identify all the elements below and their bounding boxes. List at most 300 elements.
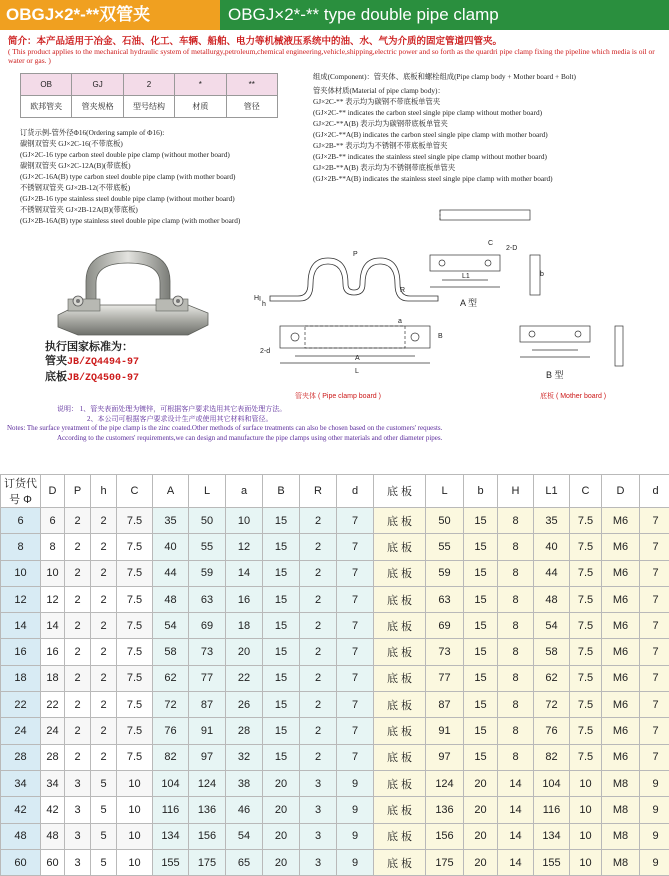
table-cell: 18 bbox=[1, 665, 41, 691]
table-cell: 2 bbox=[91, 534, 117, 560]
column-header: d bbox=[640, 475, 669, 508]
dim-C: C bbox=[488, 240, 493, 247]
table-cell: 2 bbox=[65, 613, 91, 639]
table-cell: 7 bbox=[640, 534, 669, 560]
table-cell: M6 bbox=[602, 718, 640, 744]
component-line: GJ×2B-** 表示均为不锈钢不带底板单管夹 bbox=[313, 141, 447, 152]
table-cell: 46 bbox=[226, 797, 263, 823]
table-cell: 104 bbox=[534, 770, 570, 796]
table-cell: 14 bbox=[41, 613, 65, 639]
table-cell: 8 bbox=[498, 534, 534, 560]
table-cell: 40 bbox=[153, 534, 189, 560]
column-header: D bbox=[41, 475, 65, 508]
table-cell: 10 bbox=[117, 823, 153, 849]
table-cell: 2 bbox=[65, 508, 91, 534]
title-cn: OBGJ×2*-**双管夹 bbox=[0, 0, 220, 30]
dim-A: A bbox=[355, 355, 360, 362]
table-cell: 15 bbox=[263, 613, 300, 639]
table-cell: 16 bbox=[1, 639, 41, 665]
table-row bbox=[1, 823, 669, 849]
table-cell: 20 bbox=[464, 770, 498, 796]
table-cell: 15 bbox=[263, 744, 300, 770]
table-row bbox=[1, 560, 669, 586]
table-cell: 2 bbox=[300, 560, 337, 586]
column-header: h bbox=[91, 475, 117, 508]
table-cell: 87 bbox=[426, 692, 464, 718]
dim-R: R bbox=[400, 287, 405, 294]
table-cell: 104 bbox=[153, 770, 189, 796]
table-cell: 3 bbox=[65, 849, 91, 875]
table-cell: 12 bbox=[1, 586, 41, 612]
table-cell: 62 bbox=[153, 665, 189, 691]
table-cell: 底 板 bbox=[374, 823, 426, 849]
column-header: P bbox=[65, 475, 91, 508]
component-line: (GJ×2B-**A(B) indicates the stainless steel single pipe clamp with mother board) bbox=[313, 174, 553, 185]
table-cell: 15 bbox=[263, 639, 300, 665]
note-en-2: According to the customers' requirements,we can design and manufacture the pipe clamps using other materials and other diameter pipes. bbox=[57, 434, 657, 444]
table-cell: 28 bbox=[226, 718, 263, 744]
table-cell: 2 bbox=[91, 744, 117, 770]
table-cell: 2 bbox=[91, 560, 117, 586]
table-cell: 10 bbox=[117, 849, 153, 875]
table-cell: 2 bbox=[65, 560, 91, 586]
table-cell: 77 bbox=[189, 665, 226, 691]
table-cell: 50 bbox=[426, 508, 464, 534]
table-cell: 8 bbox=[498, 692, 534, 718]
table-cell: 8 bbox=[41, 534, 65, 560]
table-cell: 底 板 bbox=[374, 665, 426, 691]
table-cell: 35 bbox=[153, 508, 189, 534]
table-cell: 14 bbox=[498, 823, 534, 849]
table-cell: 2 bbox=[65, 534, 91, 560]
table-cell: M6 bbox=[602, 613, 640, 639]
column-header: 底 板 bbox=[374, 475, 426, 508]
table-cell: 7 bbox=[640, 665, 669, 691]
clamp-body-caption: 管夹体 ( Pipe clamp board ) bbox=[295, 391, 381, 400]
table-cell: 87 bbox=[189, 692, 226, 718]
table-cell: 55 bbox=[426, 534, 464, 560]
table-cell: 7.5 bbox=[570, 613, 602, 639]
table-cell: 42 bbox=[41, 797, 65, 823]
table-cell: M6 bbox=[602, 639, 640, 665]
table-cell: 7.5 bbox=[117, 744, 153, 770]
table-cell: 7.5 bbox=[570, 665, 602, 691]
table-cell: 10 bbox=[226, 508, 263, 534]
table-cell: 7.5 bbox=[117, 534, 153, 560]
table-cell: 116 bbox=[153, 797, 189, 823]
table-cell: 2 bbox=[300, 586, 337, 612]
table-cell: 7 bbox=[640, 744, 669, 770]
table-cell: 15 bbox=[464, 534, 498, 560]
table-cell: 69 bbox=[426, 613, 464, 639]
table-cell: 5 bbox=[91, 797, 117, 823]
table-cell: 59 bbox=[189, 560, 226, 586]
table-cell: 8 bbox=[498, 560, 534, 586]
table-cell: 9 bbox=[337, 797, 374, 823]
table-cell: 35 bbox=[534, 508, 570, 534]
table-cell: 28 bbox=[1, 744, 41, 770]
table-cell: 15 bbox=[263, 560, 300, 586]
table-cell: 7 bbox=[640, 692, 669, 718]
table-row bbox=[1, 534, 669, 560]
table-cell: 7.5 bbox=[117, 560, 153, 586]
table-cell: 15 bbox=[464, 692, 498, 718]
table-row bbox=[1, 770, 669, 796]
table-cell: 7.5 bbox=[117, 508, 153, 534]
table-cell: 155 bbox=[153, 849, 189, 875]
table-cell: 42 bbox=[1, 797, 41, 823]
table-cell: 2 bbox=[65, 718, 91, 744]
table-cell: 54 bbox=[226, 823, 263, 849]
table-cell: 5 bbox=[91, 823, 117, 849]
order-code-box bbox=[20, 73, 278, 118]
code-label: 材质 bbox=[175, 96, 226, 118]
column-header: R bbox=[300, 475, 337, 508]
table-cell: 2 bbox=[91, 508, 117, 534]
table-row bbox=[1, 797, 669, 823]
column-header: H bbox=[498, 475, 534, 508]
order-line: (GJ×2C-16 type carbon steel double pipe clamp (without mother board) bbox=[20, 150, 230, 161]
notes bbox=[57, 405, 657, 443]
column-header: 订货代号 Φ bbox=[1, 475, 41, 508]
table-cell: 91 bbox=[189, 718, 226, 744]
table-cell: 3 bbox=[300, 823, 337, 849]
table-cell: 2 bbox=[65, 639, 91, 665]
table-cell: 124 bbox=[426, 770, 464, 796]
note-en-1: Notes: The surface yreatment of the pipe clamp is the zinc coated.Other methods of surface treatments can also be chosen based on the customers' requests. bbox=[7, 424, 657, 434]
column-header: L1 bbox=[534, 475, 570, 508]
table-cell: 15 bbox=[263, 586, 300, 612]
code-cell: ** bbox=[226, 74, 277, 96]
table-cell: M6 bbox=[602, 560, 640, 586]
table-cell: 48 bbox=[1, 823, 41, 849]
standards-block bbox=[45, 340, 139, 386]
intro-cn: 简介：本产品适用于冶金、石油、化工、车辆、船舶、电力等机械液压系统中的油、水、气为介质的固定管道四管夹。 bbox=[8, 33, 663, 47]
column-header: C bbox=[117, 475, 153, 508]
table-cell: 97 bbox=[189, 744, 226, 770]
component-line: GJ×2B-**A(B) 表示均为不锈钢带底板单管夹 bbox=[313, 163, 455, 174]
table-cell: 20 bbox=[263, 770, 300, 796]
table-cell: 15 bbox=[464, 639, 498, 665]
table-cell: 12 bbox=[41, 586, 65, 612]
table-cell: 底 板 bbox=[374, 797, 426, 823]
table-cell: 22 bbox=[41, 692, 65, 718]
table-row bbox=[1, 692, 669, 718]
column-header: d bbox=[337, 475, 374, 508]
table-cell: 60 bbox=[1, 849, 41, 875]
table-cell: 7 bbox=[640, 613, 669, 639]
table-cell: 63 bbox=[426, 586, 464, 612]
table-cell: 2 bbox=[65, 692, 91, 718]
code-cell: 2 bbox=[123, 74, 174, 96]
table-cell: 10 bbox=[1, 560, 41, 586]
table-cell: 10 bbox=[570, 797, 602, 823]
table-cell: 82 bbox=[153, 744, 189, 770]
table-cell: 8 bbox=[498, 639, 534, 665]
table-row bbox=[1, 639, 669, 665]
table-cell: 44 bbox=[534, 560, 570, 586]
table-cell: 7 bbox=[337, 665, 374, 691]
component-line: GJ×2C-**A(B) 表示均为碳钢带底板单管夹 bbox=[313, 119, 448, 130]
table-cell: 15 bbox=[464, 744, 498, 770]
order-line: 不锈钢双管夹 GJ×2B-12A(B)(带底板) bbox=[20, 205, 138, 216]
component-line: 组成(Component)：管夹体、底板和螺栓组成(Pipe clamp body + Mother board + Bolt) bbox=[313, 72, 576, 83]
table-cell: 22 bbox=[1, 692, 41, 718]
table-cell: 76 bbox=[153, 718, 189, 744]
table-cell: 3 bbox=[300, 770, 337, 796]
table-cell: 50 bbox=[189, 508, 226, 534]
table-cell: 2 bbox=[65, 744, 91, 770]
table-cell: 48 bbox=[41, 823, 65, 849]
code-label: 管夹规格 bbox=[72, 96, 123, 118]
table-cell: 73 bbox=[426, 639, 464, 665]
table-cell: 7.5 bbox=[117, 639, 153, 665]
table-cell: 7 bbox=[337, 613, 374, 639]
standard-clamp: 管夹JB/ZQ4494-97 bbox=[45, 354, 139, 370]
table-cell: 5 bbox=[91, 770, 117, 796]
table-cell: M6 bbox=[602, 692, 640, 718]
table-cell: M6 bbox=[602, 508, 640, 534]
table-cell: 20 bbox=[263, 797, 300, 823]
table-row bbox=[1, 744, 669, 770]
table-cell: 10 bbox=[41, 560, 65, 586]
table-cell: M6 bbox=[602, 586, 640, 612]
table-cell: 20 bbox=[464, 797, 498, 823]
table-cell: 44 bbox=[153, 560, 189, 586]
table-cell: 7 bbox=[337, 508, 374, 534]
table-cell: 54 bbox=[153, 613, 189, 639]
table-cell: 156 bbox=[426, 823, 464, 849]
table-cell: 9 bbox=[640, 770, 669, 796]
component-line: 管夹体材质(Material of pipe clamp body)： bbox=[313, 86, 445, 97]
table-cell: 16 bbox=[226, 586, 263, 612]
table-cell: 82 bbox=[534, 744, 570, 770]
table-cell: 2 bbox=[300, 613, 337, 639]
column-header: b bbox=[464, 475, 498, 508]
table-cell: 2 bbox=[300, 508, 337, 534]
table-row bbox=[1, 508, 669, 534]
table-cell: 底 板 bbox=[374, 639, 426, 665]
table-cell: 20 bbox=[464, 849, 498, 875]
table-cell: 2 bbox=[300, 692, 337, 718]
table-cell: 58 bbox=[534, 639, 570, 665]
table-cell: 9 bbox=[640, 849, 669, 875]
table-cell: 7.5 bbox=[570, 744, 602, 770]
table-cell: 24 bbox=[41, 718, 65, 744]
column-header: A bbox=[153, 475, 189, 508]
table-cell: 15 bbox=[263, 534, 300, 560]
dim-h: h bbox=[262, 301, 266, 308]
table-cell: 8 bbox=[498, 744, 534, 770]
component-line: (GJ×2C-**A(B) indicates the carbon steel single pipe clamp with mother board) bbox=[313, 130, 548, 141]
order-line: (GJ×2B-16A(B) type stainless steel double pipe clamp (with mother board) bbox=[20, 216, 240, 227]
table-cell: 9 bbox=[640, 797, 669, 823]
table-cell: 7 bbox=[337, 639, 374, 665]
table-cell: 26 bbox=[226, 692, 263, 718]
table-cell: 7 bbox=[337, 560, 374, 586]
table-cell: 2 bbox=[91, 665, 117, 691]
table-cell: 18 bbox=[41, 665, 65, 691]
table-cell: 9 bbox=[337, 849, 374, 875]
table-cell: 3 bbox=[300, 797, 337, 823]
type-a-label: A 型 bbox=[460, 297, 477, 308]
dim-L: L bbox=[355, 368, 359, 375]
table-cell: 156 bbox=[189, 823, 226, 849]
table-cell: 59 bbox=[426, 560, 464, 586]
table-cell: 7 bbox=[640, 586, 669, 612]
column-header: C bbox=[570, 475, 602, 508]
table-cell: 7 bbox=[640, 560, 669, 586]
spec-table bbox=[0, 474, 669, 876]
table-cell: 18 bbox=[226, 613, 263, 639]
table-cell: 48 bbox=[153, 586, 189, 612]
pipe-clamp-photo bbox=[38, 243, 218, 343]
table-cell: 2 bbox=[300, 718, 337, 744]
standard-board: 底板JB/ZQ4500-97 bbox=[45, 370, 139, 386]
table-cell: 7.5 bbox=[570, 508, 602, 534]
table-cell: M6 bbox=[602, 665, 640, 691]
table-cell: 7 bbox=[640, 718, 669, 744]
table-row bbox=[1, 718, 669, 744]
table-cell: 9 bbox=[337, 770, 374, 796]
note-cn-2: 2、本公司可根据客户要求设计生产或使用其它材料和管径。 bbox=[57, 415, 657, 425]
table-row bbox=[1, 849, 669, 875]
table-cell: 48 bbox=[534, 586, 570, 612]
table-cell: 2 bbox=[91, 586, 117, 612]
table-cell: 底 板 bbox=[374, 613, 426, 639]
table-cell: 16 bbox=[41, 639, 65, 665]
table-cell: 7 bbox=[640, 639, 669, 665]
table-cell: 底 板 bbox=[374, 770, 426, 796]
table-cell: 15 bbox=[464, 718, 498, 744]
table-cell: 34 bbox=[1, 770, 41, 796]
table-cell: 10 bbox=[117, 797, 153, 823]
table-cell: 58 bbox=[153, 639, 189, 665]
table-cell: 134 bbox=[534, 823, 570, 849]
code-label: 欧邦管夹 bbox=[21, 96, 72, 118]
table-cell: 7.5 bbox=[570, 586, 602, 612]
table-cell: 22 bbox=[226, 665, 263, 691]
table-cell: 8 bbox=[498, 508, 534, 534]
spec-header-row bbox=[1, 475, 669, 508]
table-cell: 38 bbox=[226, 770, 263, 796]
table-cell: 72 bbox=[534, 692, 570, 718]
code-cell: GJ bbox=[72, 74, 123, 96]
table-cell: 2 bbox=[91, 639, 117, 665]
table-cell: 8 bbox=[1, 534, 41, 560]
table-row bbox=[1, 613, 669, 639]
table-cell: 32 bbox=[226, 744, 263, 770]
code-label: 型号结构 bbox=[123, 96, 174, 118]
column-header: D bbox=[602, 475, 640, 508]
table-cell: 63 bbox=[189, 586, 226, 612]
table-cell: 9 bbox=[337, 823, 374, 849]
table-cell: 8 bbox=[498, 665, 534, 691]
table-cell: 3 bbox=[300, 849, 337, 875]
table-cell: 3 bbox=[65, 770, 91, 796]
table-cell: 24 bbox=[1, 718, 41, 744]
order-line: (GJ×2B-16 type stainless steel double pipe clamp (without mother board) bbox=[20, 194, 235, 205]
table-cell: 15 bbox=[464, 665, 498, 691]
table-cell: 2 bbox=[300, 665, 337, 691]
table-cell: 15 bbox=[263, 508, 300, 534]
table-cell: 7.5 bbox=[570, 560, 602, 586]
table-cell: 底 板 bbox=[374, 692, 426, 718]
table-cell: 2 bbox=[300, 744, 337, 770]
table-cell: 8 bbox=[498, 718, 534, 744]
table-cell: 3 bbox=[65, 797, 91, 823]
table-cell: 15 bbox=[464, 560, 498, 586]
dim-L1: L1 bbox=[462, 273, 470, 280]
table-cell: 7.5 bbox=[570, 534, 602, 560]
table-cell: 14 bbox=[498, 797, 534, 823]
table-cell: 7 bbox=[337, 744, 374, 770]
table-cell: 2 bbox=[91, 718, 117, 744]
standard-clamp-code: JB/ZQ4494-97 bbox=[67, 357, 139, 368]
table-cell: 底 板 bbox=[374, 534, 426, 560]
table-cell: 72 bbox=[153, 692, 189, 718]
dim-a: a bbox=[398, 318, 402, 325]
table-cell: 7.5 bbox=[570, 639, 602, 665]
table-cell: 7 bbox=[337, 718, 374, 744]
table-cell: 15 bbox=[263, 665, 300, 691]
table-cell: 7 bbox=[337, 586, 374, 612]
table-cell: 15 bbox=[464, 586, 498, 612]
table-cell: 20 bbox=[226, 639, 263, 665]
table-cell: 124 bbox=[189, 770, 226, 796]
table-cell: 15 bbox=[263, 692, 300, 718]
table-cell: 底 板 bbox=[374, 744, 426, 770]
table-cell: 97 bbox=[426, 744, 464, 770]
table-cell: M8 bbox=[602, 823, 640, 849]
table-cell: 15 bbox=[464, 508, 498, 534]
dim-B: B bbox=[438, 333, 443, 340]
table-cell: 底 板 bbox=[374, 560, 426, 586]
technical-drawings bbox=[250, 198, 669, 403]
order-line: 订货示例-管外径Φ16(Ordering sample of Φ16): bbox=[20, 128, 164, 139]
table-cell: 136 bbox=[426, 797, 464, 823]
dim-b: b bbox=[540, 271, 544, 278]
table-cell: 65 bbox=[226, 849, 263, 875]
table-cell: 34 bbox=[41, 770, 65, 796]
table-cell: 116 bbox=[534, 797, 570, 823]
table-cell: 60 bbox=[41, 849, 65, 875]
order-line: (GJ×2C-16A(B) type carbon steel double pipe clamp (with mother board) bbox=[20, 172, 235, 183]
dim-H: H bbox=[254, 295, 259, 302]
component-line: GJ×2C-** 表示均为碳钢不带底板单管夹 bbox=[313, 97, 440, 108]
component-line: (GJ×2B-** indicates the stainless steel single pipe clamp without mother board) bbox=[313, 152, 547, 163]
table-cell: 76 bbox=[534, 718, 570, 744]
table-cell: 7.5 bbox=[117, 718, 153, 744]
table-cell: 7.5 bbox=[117, 613, 153, 639]
table-cell: 14 bbox=[1, 613, 41, 639]
type-b-label: B 型 bbox=[546, 369, 564, 380]
table-cell: 20 bbox=[263, 823, 300, 849]
order-line: 碳钢双管夹 GJ×2C-12A(B)(带底板) bbox=[20, 161, 131, 172]
table-cell: 175 bbox=[426, 849, 464, 875]
table-cell: 14 bbox=[498, 849, 534, 875]
table-cell: 7 bbox=[640, 508, 669, 534]
table-cell: 54 bbox=[534, 613, 570, 639]
table-cell: 8 bbox=[498, 613, 534, 639]
table-cell: 底 板 bbox=[374, 586, 426, 612]
dim-2-D: 2-D bbox=[506, 245, 517, 252]
table-cell: 28 bbox=[41, 744, 65, 770]
column-header: B bbox=[263, 475, 300, 508]
table-cell: 6 bbox=[41, 508, 65, 534]
code-label: 管径 bbox=[226, 96, 277, 118]
table-cell: M8 bbox=[602, 770, 640, 796]
